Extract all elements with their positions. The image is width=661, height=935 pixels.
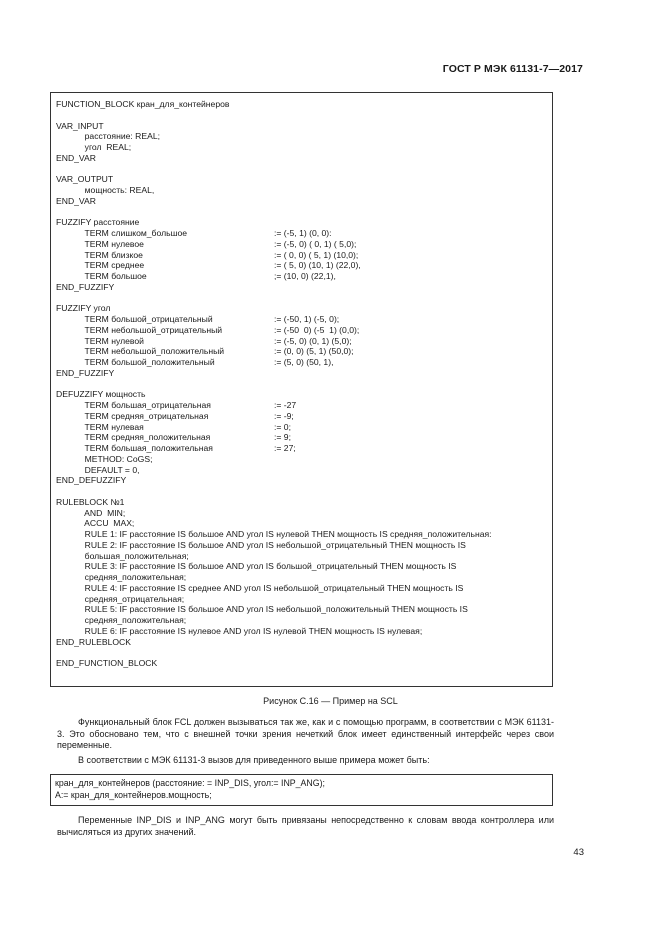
code-line	[56, 497, 548, 508]
code-line	[56, 615, 548, 626]
code-line	[56, 454, 548, 465]
code-line	[56, 346, 548, 357]
code-line	[56, 357, 548, 368]
code-line-value: := ( 5, 0) (10, 1) (22,0),	[274, 260, 361, 271]
call-line: кран_для_контейнеров (расстояние: = INP_DIS, угол:= INP_ANG);	[55, 778, 325, 788]
code-line-text: мощность: REAL,	[56, 185, 155, 195]
code-line-value: := 0;	[274, 421, 291, 432]
code-line	[56, 508, 548, 519]
code-line	[56, 486, 548, 497]
code-line-text: END_FUNCTION_BLOCK	[56, 658, 158, 668]
code-line-text: RULE 2: IF расстояние IS большое AND угол IS небольшой_отрицательный THEN мощность IS	[56, 539, 466, 550]
code-line-value: := (5, 0) (50, 1),	[274, 357, 334, 367]
code-line-text: TERM слишком_большое	[56, 228, 188, 238]
code-line-text: TERM нулевое	[56, 238, 144, 249]
code-line	[56, 561, 548, 572]
figure-caption: Рисунок С.16 — Пример на SCL	[263, 696, 398, 706]
code-line	[56, 604, 548, 615]
code-line	[56, 540, 548, 551]
code-line-text: AND MIN;	[56, 507, 126, 518]
code-line-text: TERM небольшой_положительный	[56, 346, 225, 357]
call-example	[55, 777, 325, 801]
code-line	[56, 217, 548, 228]
code-line-text: расстояние: REAL;	[56, 131, 161, 142]
code-line	[56, 99, 548, 110]
code-line-text: END_FUZZIFY	[56, 281, 115, 292]
code-line-value: := 9;	[274, 432, 291, 443]
code-line-text: FUNCTION_BLOCK кран_для_контейнеров	[56, 99, 230, 109]
code-line	[56, 260, 548, 271]
page-number: 43	[573, 847, 584, 858]
code-line-value: := (-5, 0) ( 0, 1) ( 5,0);	[274, 238, 357, 249]
code-line	[56, 422, 548, 433]
code-line	[56, 131, 548, 142]
code-line	[56, 185, 548, 196]
code-line-value: := -27	[274, 400, 297, 410]
code-line	[56, 626, 548, 637]
code-line	[56, 647, 548, 658]
code-listing	[56, 99, 548, 669]
code-line-text: END_FUZZIFY	[56, 367, 115, 378]
code-line	[56, 465, 548, 476]
code-line-text: RULE 3: IF расстояние IS большое AND угол IS большой_отрицательный THEN мощность IS	[56, 561, 457, 572]
paragraph-text: Переменные INP_DIS и INP_ANG могут быть привязаны непосредственно к словам ввода контроллера или вычисляться из других значений.	[57, 815, 554, 837]
call-line: А:= кран_для_контейнеров.мощность;	[55, 790, 212, 800]
code-line	[56, 110, 548, 121]
code-line	[56, 196, 548, 207]
code-line-text: FUZZIFY расстояние	[56, 217, 140, 228]
code-line	[56, 121, 548, 132]
code-line-value: := 27;	[274, 443, 296, 453]
code-line	[56, 174, 548, 185]
code-line-text: большая_положительная;	[56, 550, 189, 561]
code-line	[56, 282, 548, 293]
code-line	[56, 336, 548, 347]
code-line	[56, 239, 548, 250]
code-line-text: TERM большой_отрицательный	[56, 314, 213, 324]
code-line-text: END_VAR	[56, 152, 96, 163]
code-line	[56, 314, 548, 325]
code-line-text: TERM среднее	[56, 260, 145, 271]
code-line-value: := (-50, 1) (-5, 0);	[274, 314, 340, 324]
code-line-text: VAR_INPUT	[56, 120, 104, 131]
code-line-text: TERM средняя_положительная	[56, 432, 211, 443]
code-line-text: RULE 1: IF расстояние IS большое AND угол IS нулевой THEN мощность IS средняя_положительная:	[56, 529, 492, 539]
code-line-value: := (-5, 0) (0, 1) (5,0);	[274, 335, 352, 346]
code-line	[56, 443, 548, 454]
code-line-text: VAR_OUTPUT	[56, 174, 114, 185]
code-line	[56, 142, 548, 153]
code-line-text: RULEBLOCK №1	[56, 496, 125, 507]
code-line-text: TERM большой_положительный	[56, 357, 215, 367]
code-line	[56, 325, 548, 336]
code-line-text: TERM нулевая	[56, 421, 144, 432]
code-line-text: METHOD: CoGS;	[56, 453, 153, 464]
document-header: ГОСТ Р МЭК 61131-7—2017	[442, 63, 583, 75]
code-line-text: DEFUZZIFY мощность	[56, 389, 146, 400]
code-line	[56, 207, 548, 218]
code-line	[56, 379, 548, 390]
paragraph-text: В соответствии с МЭК 61131-3 вызов для приведенного выше примера может быть:	[78, 755, 430, 765]
code-line-text: RULE 6: IF расстояние IS нулевое AND угол IS нулевой THEN мощность IS нулевая;	[56, 625, 423, 636]
code-line	[56, 411, 548, 422]
code-line	[56, 637, 548, 648]
paragraph-fcl-call	[57, 717, 554, 752]
code-line-text: TERM большая_отрицательная	[56, 400, 211, 410]
code-line-text: угол REAL;	[56, 142, 132, 152]
paragraph-text: Функциональный блок FCL должен вызываться так же, как и с помощью программ, в соответствии с МЭК 61131-3. Это обосновано тем, что с внешней точки зрения нечеткий блок имеет единственный интерфейс через свои переменные.	[57, 717, 554, 751]
code-line	[56, 518, 548, 529]
code-line-text: средняя_положительная;	[56, 615, 187, 625]
code-line	[56, 271, 548, 282]
code-line-text: TERM большое	[56, 271, 147, 281]
code-line-text: FUZZIFY угол	[56, 303, 111, 314]
code-line-text: ACCU MAX;	[56, 518, 135, 529]
code-line	[56, 529, 548, 540]
code-line	[56, 293, 548, 304]
code-line-value: := ( 0, 0) ( 5, 1) (10,0);	[274, 249, 359, 260]
code-line	[56, 250, 548, 261]
code-line-value: := (0, 0) (5, 1) (50,0);	[274, 346, 354, 357]
code-line-text: END_RULEBLOCK	[56, 636, 131, 647]
code-line-text: средняя_положительная;	[56, 572, 187, 582]
code-line	[56, 400, 548, 411]
code-line-text: END_DEFUZZIFY	[56, 475, 127, 486]
code-line-text: RULE 4: IF расстояние IS среднее AND угол IS небольшой_отрицательный THEN мощность IS	[56, 582, 464, 593]
code-line-text: TERM большая_положительная	[56, 443, 213, 453]
code-line-text: DEFAULT = 0,	[56, 464, 140, 475]
code-line	[56, 432, 548, 443]
code-line	[56, 594, 548, 605]
paragraph-variables	[57, 815, 554, 838]
code-line	[56, 475, 548, 486]
code-line-text: TERM нулевой	[56, 335, 144, 346]
code-line	[56, 164, 548, 175]
code-line	[56, 572, 548, 583]
code-line-value: ;= (10, 0) (22,1),	[274, 271, 336, 281]
code-line	[56, 153, 548, 164]
paragraph-call-intro	[57, 755, 554, 767]
code-line	[56, 551, 548, 562]
code-line	[56, 658, 548, 669]
code-line	[56, 228, 548, 239]
code-line-text: RULE 5: IF расстояние IS большое AND угол IS небольшой_положительный THEN мощность IS	[56, 604, 468, 615]
code-line	[56, 389, 548, 400]
code-line	[56, 583, 548, 594]
code-line-text: средняя_отрицательная;	[56, 593, 185, 604]
code-line-value: := -9;	[274, 410, 294, 421]
code-line-text: TERM близкое	[56, 249, 143, 260]
code-line	[56, 368, 548, 379]
code-line-value: := (-50 0) (-5 1) (0,0);	[274, 324, 360, 335]
code-line-value: := (-5, 1) (0, 0):	[274, 228, 332, 238]
code-line-text: TERM небольшой_отрицательный	[56, 324, 223, 335]
code-line-text: TERM средняя_отрицательная	[56, 410, 209, 421]
code-line-text: END_VAR	[56, 195, 96, 206]
code-line	[56, 303, 548, 314]
